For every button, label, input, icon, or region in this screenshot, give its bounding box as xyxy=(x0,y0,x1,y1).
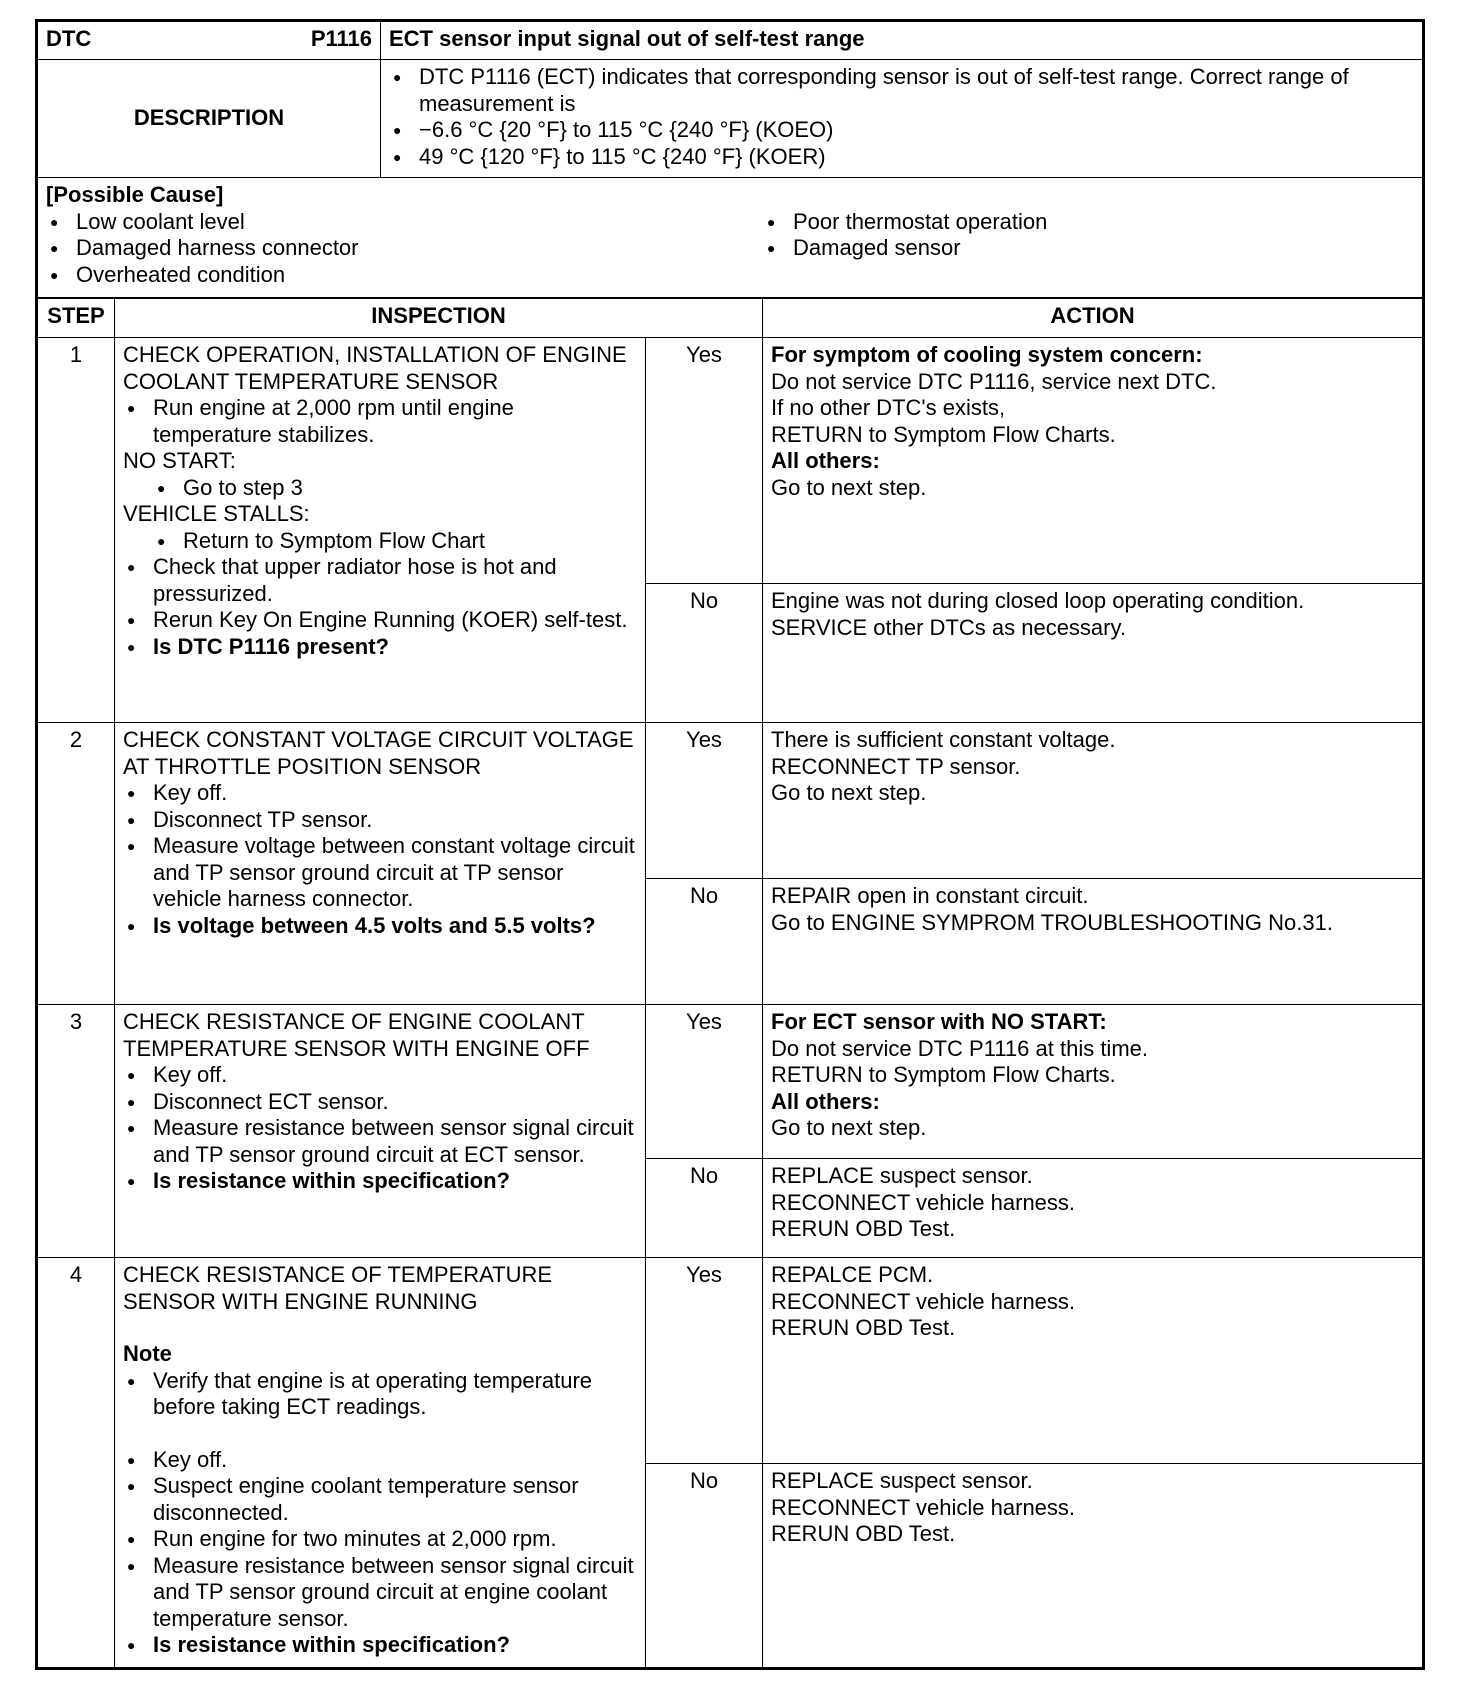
dtc-label: DTC xyxy=(46,26,92,51)
col-action: ACTION xyxy=(763,299,1423,338)
header-table xyxy=(37,21,1423,298)
action-line: All others: xyxy=(771,448,880,473)
cause-item: ● Damaged sensor xyxy=(763,235,1047,262)
inspection-title: CHECK CONSTANT VOLTAGE CIRCUIT VOLTAGE AT THROTTLE POSITION SENSOR xyxy=(123,727,634,779)
action-line: RECONNECT vehicle harness. xyxy=(771,1494,1076,1520)
inspection-item: ● Measure resistance between sensor signal circuit and TP sensor ground circuit at engine coolant temperature sensor. xyxy=(123,1553,637,1633)
yes-label: Yes xyxy=(646,723,763,879)
inspection-item: ● Measure voltage between constant voltage circuit and TP sensor ground circuit at TP sensor vehicle harness connector. xyxy=(123,833,637,913)
inspection-question: ● Is resistance within specification? xyxy=(123,1632,637,1659)
possible-cause-label: [Possible Cause] xyxy=(46,182,224,207)
description-row xyxy=(38,60,1423,178)
action-line: REPLACE suspect sensor. xyxy=(771,1163,1033,1188)
no-label: No xyxy=(646,1464,763,1668)
inspection-item: ● Run engine for two minutes at 2,000 rpm. xyxy=(123,1526,637,1553)
no-label: No xyxy=(646,584,763,723)
action-line: Do not service DTC P1116, service next DTC. xyxy=(771,368,1217,394)
description-label: DESCRIPTION xyxy=(38,60,381,178)
step-2-yes-row xyxy=(38,723,1423,879)
no-action xyxy=(763,879,1423,1005)
action-line: Engine was not during closed loop operating condition. xyxy=(771,588,1305,613)
dtc-header-row xyxy=(38,22,1423,60)
action-line: REPALCE PCM. xyxy=(771,1262,934,1287)
inspection-item: ● Run engine at 2,000 rpm until engine temperature stabilizes. xyxy=(123,395,637,448)
action-line: All others: xyxy=(771,1088,880,1114)
action-line: RETURN to Symptom Flow Charts. xyxy=(771,421,1116,447)
inspection-item: ● Measure resistance between sensor signal circuit and TP sensor ground circuit at ECT sensor. xyxy=(123,1115,637,1168)
action-line: RERUN OBD Test. xyxy=(771,1315,956,1340)
step-inspection xyxy=(115,338,646,723)
inspection-item: ● Disconnect TP sensor. xyxy=(123,807,637,834)
inspection-item: ● Key off. xyxy=(123,1062,637,1089)
action-line: RETURN to Symptom Flow Charts. xyxy=(771,1062,1116,1087)
description-item: ● DTC P1116 (ECT) indicates that corresponding sensor is out of self-test range. Correct range of measurement is xyxy=(389,64,1414,117)
inspection-subheading: NO START: xyxy=(123,448,236,473)
action-line: Go to ENGINE SYMPROM TROUBLESHOOTING No.31. xyxy=(771,909,1333,935)
yes-action xyxy=(763,1258,1423,1464)
inspection-item: ● Check that upper radiator hose is hot and pressurized. xyxy=(123,554,637,607)
col-inspection: INSPECTION xyxy=(115,299,763,338)
action-line: RECONNECT vehicle harness. xyxy=(771,1189,1076,1215)
inspection-subheading: VEHICLE STALLS: xyxy=(123,501,310,526)
no-label: No xyxy=(646,879,763,1005)
cause-item: ● Low coolant level xyxy=(46,209,763,236)
inspection-question: ● Is resistance within specification? xyxy=(123,1168,637,1195)
action-line: For ECT sensor with NO START: xyxy=(771,1009,1107,1034)
action-line: RECONNECT TP sensor. xyxy=(771,753,1021,779)
possible-cause-row xyxy=(38,178,1423,298)
inspection-item: ● Key off. xyxy=(123,1447,637,1474)
steps-table xyxy=(37,298,1423,1668)
inspection-item: ● Disconnect ECT sensor. xyxy=(123,1089,637,1116)
inspection-title: CHECK RESISTANCE OF ENGINE COOLANT TEMPERATURE SENSOR WITH ENGINE OFF xyxy=(123,1009,590,1061)
inspection-item: ● Go to step 3 xyxy=(153,475,637,502)
action-line: For symptom of cooling system concern: xyxy=(771,342,1203,367)
yes-label: Yes xyxy=(646,1258,763,1464)
inspection-item: ● Return to Symptom Flow Chart xyxy=(153,528,637,555)
possible-cause-cell xyxy=(38,178,1423,298)
no-action xyxy=(763,584,1423,723)
description-content xyxy=(381,60,1423,178)
step-inspection xyxy=(115,1005,646,1258)
step-1-yes-row xyxy=(38,338,1423,584)
action-line: Go to next step. xyxy=(771,474,927,500)
step-number: 3 xyxy=(38,1005,115,1258)
inspection-title: CHECK OPERATION, INSTALLATION OF ENGINE COOLANT TEMPERATURE SENSOR xyxy=(123,342,627,394)
dtc-code-cell xyxy=(38,22,381,60)
cause-item: ● Overheated condition xyxy=(46,262,763,289)
step-4-yes-row xyxy=(38,1258,1423,1464)
action-line: RECONNECT vehicle harness. xyxy=(771,1288,1076,1314)
step-inspection xyxy=(115,723,646,1005)
action-line: There is sufficient constant voltage. xyxy=(771,727,1116,752)
action-line: Go to next step. xyxy=(771,1115,927,1140)
step-3-yes-row xyxy=(38,1005,1423,1159)
cause-item: ● Damaged harness connector xyxy=(46,235,763,262)
yes-action xyxy=(763,1005,1423,1159)
description-item: ● −6.6 °C {20 °F} to 115 °C {240 °F} (KOEO) xyxy=(389,117,1414,144)
inspection-question: ● Is DTC P1116 present? xyxy=(123,634,637,661)
no-action xyxy=(763,1159,1423,1258)
note-item: ● Verify that engine is at operating temperature before taking ECT readings. xyxy=(123,1368,637,1421)
action-line: If no other DTC's exists, xyxy=(771,395,1006,420)
action-line: REPAIR open in constant circuit. xyxy=(771,883,1089,908)
dtc-title: ECT sensor input signal out of self-test range xyxy=(381,22,1423,60)
step-number: 2 xyxy=(38,723,115,1005)
description-item: ● 49 °C {120 °F} to 115 °C {240 °F} (KOER) xyxy=(389,144,1414,171)
step-number: 4 xyxy=(38,1258,115,1668)
inspection-title: CHECK RESISTANCE OF TEMPERATURE SENSOR WITH ENGINE RUNNING xyxy=(123,1262,553,1314)
dtc-code: P1116 xyxy=(310,26,372,51)
column-header-row xyxy=(38,299,1423,338)
action-line: Go to next step. xyxy=(771,780,927,805)
col-step: STEP xyxy=(38,299,115,338)
yes-action xyxy=(763,338,1423,584)
inspection-question: ● Is voltage between 4.5 volts and 5.5 volts? xyxy=(123,913,637,940)
note-label: Note xyxy=(123,1341,172,1366)
action-line: RERUN OBD Test. xyxy=(771,1521,956,1546)
action-line: SERVICE other DTCs as necessary. xyxy=(771,614,1126,640)
inspection-item: ● Suspect engine coolant temperature sensor disconnected. xyxy=(123,1473,637,1526)
inspection-item: ● Rerun Key On Engine Running (KOER) self-test. xyxy=(123,607,637,634)
cause-item: ● Poor thermostat operation xyxy=(763,209,1047,236)
action-line: REPLACE suspect sensor. xyxy=(771,1468,1033,1493)
action-line: Do not service DTC P1116 at this time. xyxy=(771,1035,1148,1061)
inspection-item: ● Key off. xyxy=(123,780,637,807)
yes-label: Yes xyxy=(646,338,763,584)
yes-action xyxy=(763,723,1423,879)
no-label: No xyxy=(646,1159,763,1258)
yes-label: Yes xyxy=(646,1005,763,1159)
dtc-document xyxy=(35,19,1425,1670)
no-action xyxy=(763,1464,1423,1668)
step-number: 1 xyxy=(38,338,115,723)
action-line: RERUN OBD Test. xyxy=(771,1216,956,1241)
step-inspection xyxy=(115,1258,646,1668)
